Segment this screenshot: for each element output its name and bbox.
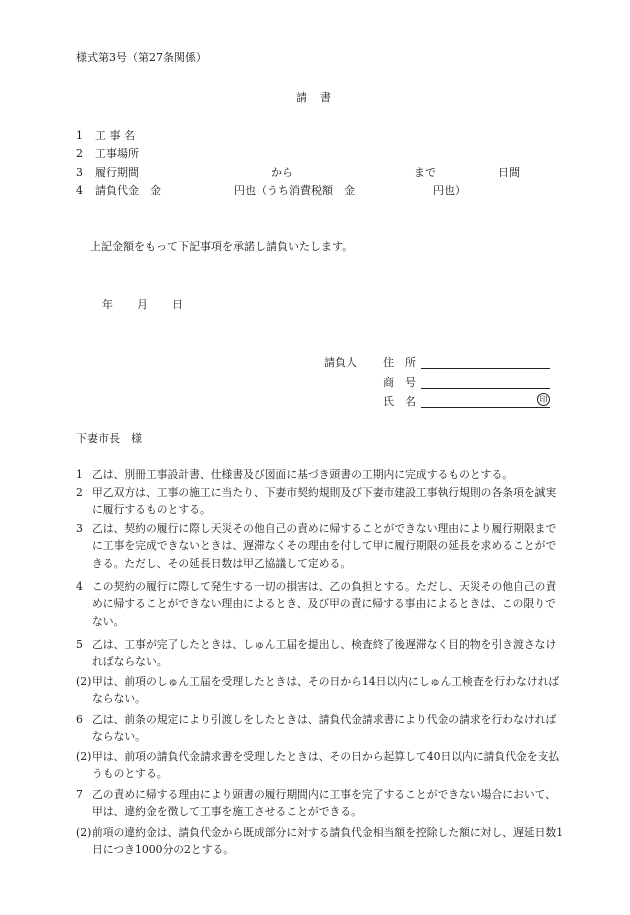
clause-number: 1 <box>76 468 83 481</box>
item-number: 3 <box>76 166 83 179</box>
item-label: 工 事 名 <box>95 129 135 142</box>
clause-text: 前項の違約金は、請負代金から既成部分に対する請負代金相当額を控除した額に対し、遅延日数1日につき1000分の2とする。 <box>92 826 564 857</box>
period-days: 日間 <box>498 166 520 179</box>
document-title: 請 書 <box>296 91 332 104</box>
trade-name-label: 商 号 <box>383 376 416 389</box>
clause-text: この契約の履行に際して発生する一切の損害は、乙の負担とする。ただし、天災その他自己の責めに帰することができない理由によるとき、及び甲の責に帰する事由によるときは、この限りでない。 <box>92 580 557 628</box>
address-line <box>421 368 550 369</box>
item-label: 工事場所 <box>95 147 139 160</box>
clause-text: 乙は、前条の規定により引渡しをしたときは、請負代金請求書により代金の請求を行わなければならない。 <box>92 713 557 744</box>
clause-6-2 <box>76 748 566 784</box>
acceptance-statement: 上記金額をもって下記事項を承諾し請負いたします。 <box>90 240 354 253</box>
address-label: 住 所 <box>383 356 416 369</box>
clause-number: 5 <box>76 638 83 651</box>
clause-text: 甲は、前項の請負代金請求書を受理したときは、その日から起算して40日以内に請負代金を支払うものとする。 <box>92 750 560 781</box>
clause-1 <box>76 466 566 484</box>
date-month: 月 <box>137 298 148 311</box>
clause-7 <box>76 786 566 822</box>
item-label: 請負代金 金 <box>95 184 161 197</box>
date-year: 年 <box>102 298 113 311</box>
clause-number: 7 <box>76 788 83 801</box>
trade-name-line <box>421 388 550 389</box>
form-number: 様式第3号（第27条関係） <box>76 51 207 64</box>
clause-6 <box>76 711 566 747</box>
clause-number: 3 <box>76 522 83 535</box>
clause-5-2 <box>76 673 566 709</box>
addressee: 下妻市長 様 <box>76 432 142 445</box>
clause-3 <box>76 520 566 574</box>
contractor-label: 請負人 <box>324 356 357 369</box>
period-to: まで <box>414 166 436 179</box>
clause-number: 2 <box>76 486 83 499</box>
clause-text: 乙は、契約の履行に際し天災その他自己の責めに帰することができない理由により履行期限までに工事を完成できないときは、遅滞なくその理由を付して甲に履行期限の延長を求めることができる。ただし、その延長日数は甲乙協議して定める。 <box>92 522 557 570</box>
clause-number: 6 <box>76 713 83 726</box>
clause-number: (2) <box>76 826 92 839</box>
item-number: 4 <box>76 184 83 197</box>
period-from: から <box>271 166 293 179</box>
date-day: 日 <box>172 298 183 311</box>
clause-text: 乙は、工事が完了したときは、しゅん工届を提出し、検査終了後遅滞なく目的物を引き渡さなければならない。 <box>92 638 557 669</box>
seal-mark: 印 <box>537 393 550 406</box>
clause-number: (2) <box>76 675 92 688</box>
name-line <box>421 407 550 408</box>
clause-4 <box>76 578 566 632</box>
price-tax-label: 円也（うち消費税額 金 <box>234 184 355 197</box>
clause-text: 乙は、別冊工事設計書、仕様書及び図面に基づき頭書の工期内に完成するものとする。 <box>92 468 514 481</box>
item-number: 1 <box>76 129 83 142</box>
item-label: 履行期間 <box>95 166 139 179</box>
clause-2 <box>76 484 566 520</box>
clause-number: 4 <box>76 580 83 593</box>
item-number: 2 <box>76 147 83 160</box>
name-label: 氏 名 <box>383 395 416 408</box>
clause-7-2 <box>76 824 566 860</box>
clause-number: (2) <box>76 750 92 763</box>
clause-text: 甲乙双方は、工事の施工に当たり、下妻市契約規則及び下妻市建設工事執行規則の各条項を誠実に履行するものとする。 <box>92 486 557 517</box>
price-tax-close: 円也） <box>433 184 466 197</box>
clause-text: 乙の責めに帰する理由により頭書の履行期間内に工事を完了することができない場合において、甲は、違約金を徴して工事を施工させることができる。 <box>92 788 557 819</box>
clause-5 <box>76 636 566 672</box>
clause-text: 甲は、前項のしゅん工届を受理したときは、その日から14日以内にしゅん工検査を行わなければならない。 <box>92 675 560 706</box>
